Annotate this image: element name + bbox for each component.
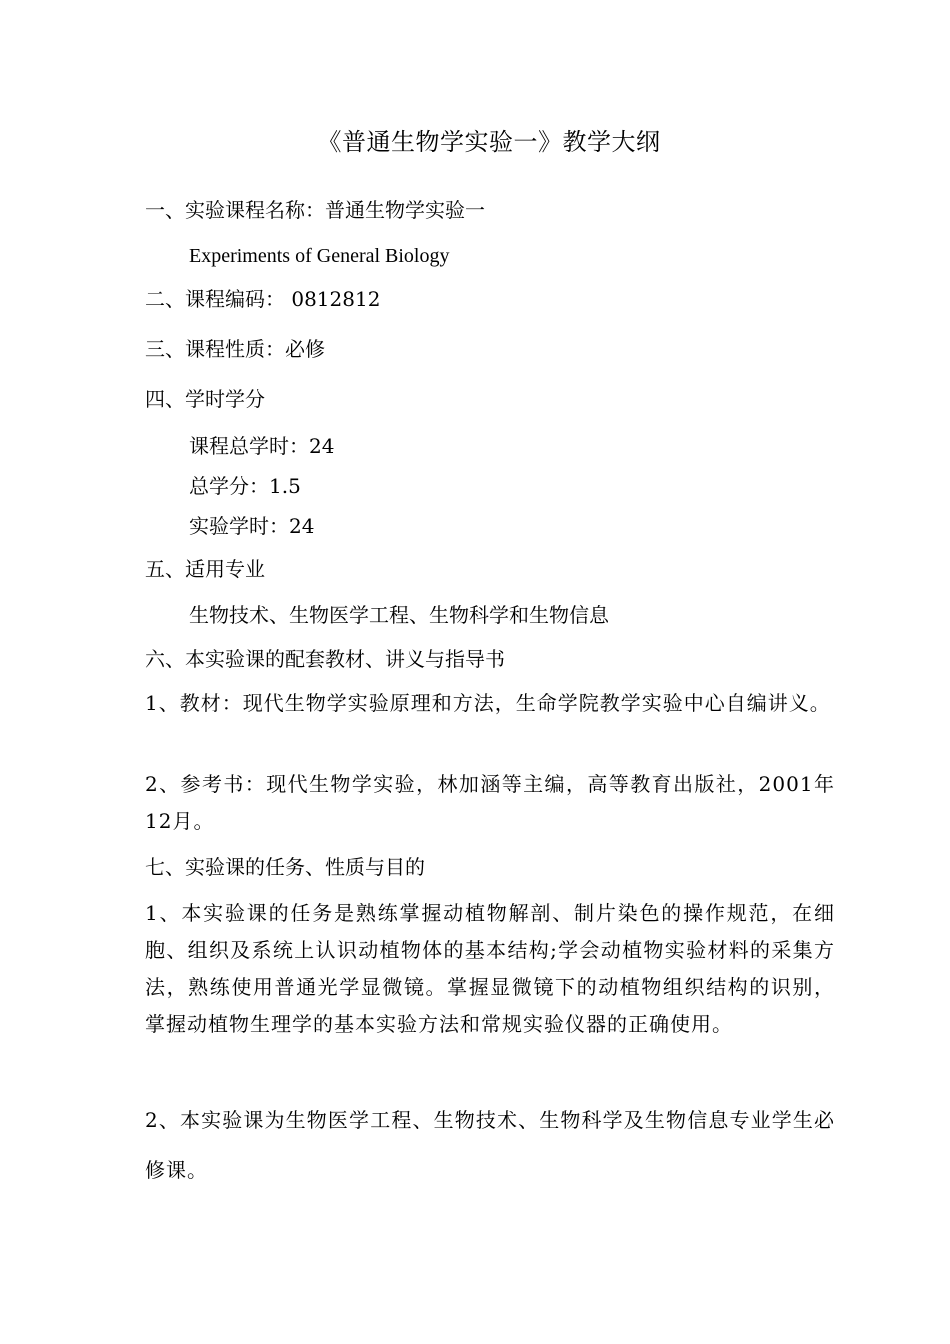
tasks-heading: 七、实验课的任务、性质与目的 [145, 855, 425, 879]
task-paragraph-1: 1、本实验课的任务是熟练掌握动植物解剖、制片染色的操作规范，在细胞、组织及系统上认识动植物体的基本结构;学会动植物实验材料的采集方法，熟练使用普通光学显微镜。掌握显微镜下的动植物组织结构的识别，掌握动植物生理学的基本实验方法和常规实验仪器的正确使用。 [145, 901, 835, 1036]
material-textbook: 1、教材：现代生物学实验原理和方法，生命学院教学实验中心自编讲义。 [145, 691, 831, 715]
materials-heading: 六、本实验课的配套教材、讲义与指导书 [145, 647, 505, 671]
material-reference: 2、参考书：现代生物学实验，林加涵等主编，高等教育出版社，2001年12月。 [145, 772, 835, 833]
course-name: 一、实验课程名称：普通生物学实验一 [145, 198, 485, 222]
majors-heading: 五、适用专业 [145, 557, 265, 581]
course-nature: 三、课程性质：必修 [145, 337, 325, 361]
course-code: 二、课程编码： 0812812 [145, 287, 381, 311]
task-paragraph-2: 2、本实验课为生物医学工程、生物技术、生物科学及生物信息专业学生必修课。 [145, 1108, 835, 1182]
document-title: 《普通生物学实验一》教学大纲 [317, 128, 661, 156]
total-credits: 总学分：1.5 [189, 474, 301, 498]
lab-hours: 实验学时：24 [189, 514, 315, 538]
hours-credits-heading: 四、学时学分 [145, 387, 265, 411]
course-name-english: Experiments of General Biology [189, 245, 450, 267]
total-hours: 课程总学时：24 [189, 434, 335, 458]
majors-list: 生物技术、生物医学工程、生物科学和生物信息 [189, 603, 609, 627]
